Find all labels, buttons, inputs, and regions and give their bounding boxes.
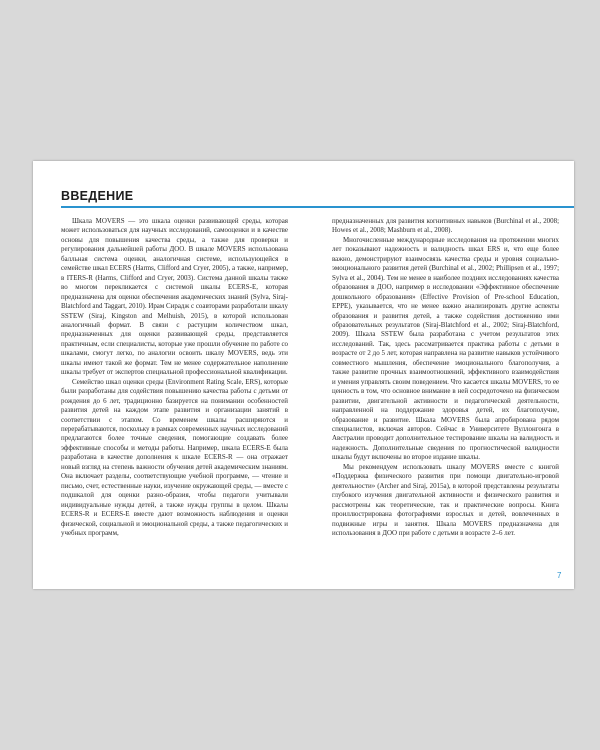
right-column xyxy=(332,217,559,538)
paragraph: Семейство шкал оценки среды (Environment Rating Scale, ERS), которые были разработаны для содействия повышению качества работы с детьми от рождения до 6 лет, традиционно базируется на понимании особенностей развития детей на каждом этапе развития и организации занятий в соответствии с этапом. Со временем шкалы расширяются и перерабатываются, поскольку в рамках современных научных исследований предлагаются более точные сведения, помогающие создавать более эффективные способы и методы работы. Например, шкала ECERS-E была разработана в качестве дополнения к шкале ECERS-R — она отражает новый взгляд на степень важности обучения детей академическим знаниям. Она включает разделы, соответствующие учебной программе, — чтение и письмо, счет, естественные науки, изучение окружающей среды, — вместе с подшкалой для оценки разно-образия, чтобы педагоги учитывали индивидуальные нужды детей, а также нужды группы в целом. Шкалы ECERS-R и ECERS-E вместе дают возможность наблюдения и оценки физической, социальной и эмоциональной среды, а также педагогических и учебных программ, xyxy=(61,377,288,537)
heading-rule xyxy=(61,206,574,208)
paragraph: Мы рекомендуем использовать шкалу MOVERS вместе с книгой «Поддержка физического развития при помощи двигательно-игровой деятельности» (Archer and Siraj, 2015a), в которой представлены результаты глубокого изучения двигательной активности и физического развития и рассмотрены как теоретические, так и практические вопросы. Книга проиллюстрирована фотографиями взрослых и детей, вовлеченных в подвижные игры и занятия. Шкала MOVERS предназначена для использования в ДОО при работе с детьми в возрасте 2–6 лет. xyxy=(332,462,559,537)
paragraph: Многочисленные международные исследования на протяжении многих лет показывают надежность и валидность шкал ERS и, что еще более важно, демонстрируют взаимосвязь качества среды и уровня социально-эмоционального развития детей (Burchinal et al., 2002; Phillipsen et al., 1997; Sylva et al., 2004). Тем не менее в наиболее поздних исследованиях качества образования в ДОО, например в исследовании «Эффективное обеспечение дошкольного образования» (Effective Provision of Pre-school Education, EPPE), указывается, что не менее важно анализировать другие аспекты образования и развития детей, а также содействия достижению ими образовательных результатов (Siraj-Blatchford et al., 2002; Siraj-Blatchford, 2009). Шкала SSTEW была разработана с учетом результатов этих исследований. Так, здесь рассматривается практика работы с детьми в возрасте от 2 до 5 лет, которая направлена на развитие навыков устойчивого совместного мышления, обеспечение эмоционального благополучия, а также развитие прочных взаимоотношений, эффективного взаимодействия и умения управлять своим поведением. Что касается шкалы MOVERS, то ее ценность в том, что основное внимание в ней сосредоточено на физическом развитии, двигательной активности и педагогической деятельности, направленной на поддержание здоровья детей, их благополучие, образование и развитие. Шкала MOVERS была апробирована рядом специалистов, включая авторов. Сейчас в Университете Вуллонгонга в Австралии проводит дополнительное тестирование шкалы на валидность и надежность. Дополнительные сведения по прогностической валидности шкалы будут включены во второе издание шкалы. xyxy=(332,235,559,462)
book-page xyxy=(33,161,574,589)
page-number: 7 xyxy=(557,571,562,580)
page-title: ВВЕДЕНИЕ xyxy=(61,189,134,203)
left-column xyxy=(61,217,288,538)
paragraph-continuation: предназначенных для развития когнитивных навыков (Burchinal et al., 2008; Howes et al., 2008; Mashburn et al., 2008). xyxy=(332,217,559,235)
paragraph: Шкала MOVERS — это шкала оценки развивающей среды, которая может использоваться для научных исследований, самооценки и в качестве основы для повышения качества среды, а также для проверки и регулирования дальнейшей работы ДОО. В шкале MOVERS использована балльная система оценки, аналогичная системе, использующейся в семействе шкал ECERS (Harms, Clifford and Cryer, 2005), а также, например, в ITERS-R (Harms, Clifford and Cryer, 2003). Система данной шкалы также во многом перекликается с системой шкалы ECERS-E, которая предназначена для оценки обеспечения академических знаний (Sylva, Siraj-Blatchford and Taggart, 2010). Ирам Сирадж с соавторами разработали шкалу SSTEW (Siraj, Kingston and Melhuish, 2015), в которой использован аналогичный формат. В связи с растущим количеством шкал, предназначенных для оценки развивающей среды, представляется практичным, если специалисты, которые уже прошли обучение по работе со шкалами, смогут легко, по аналогии освоить шкалу MOVERS, ведь эти шкалы имеют такой же формат. Тем не менее содержательное наполнение шкалы требует от экспертов специальной профессиональной квалификации. xyxy=(61,217,288,377)
